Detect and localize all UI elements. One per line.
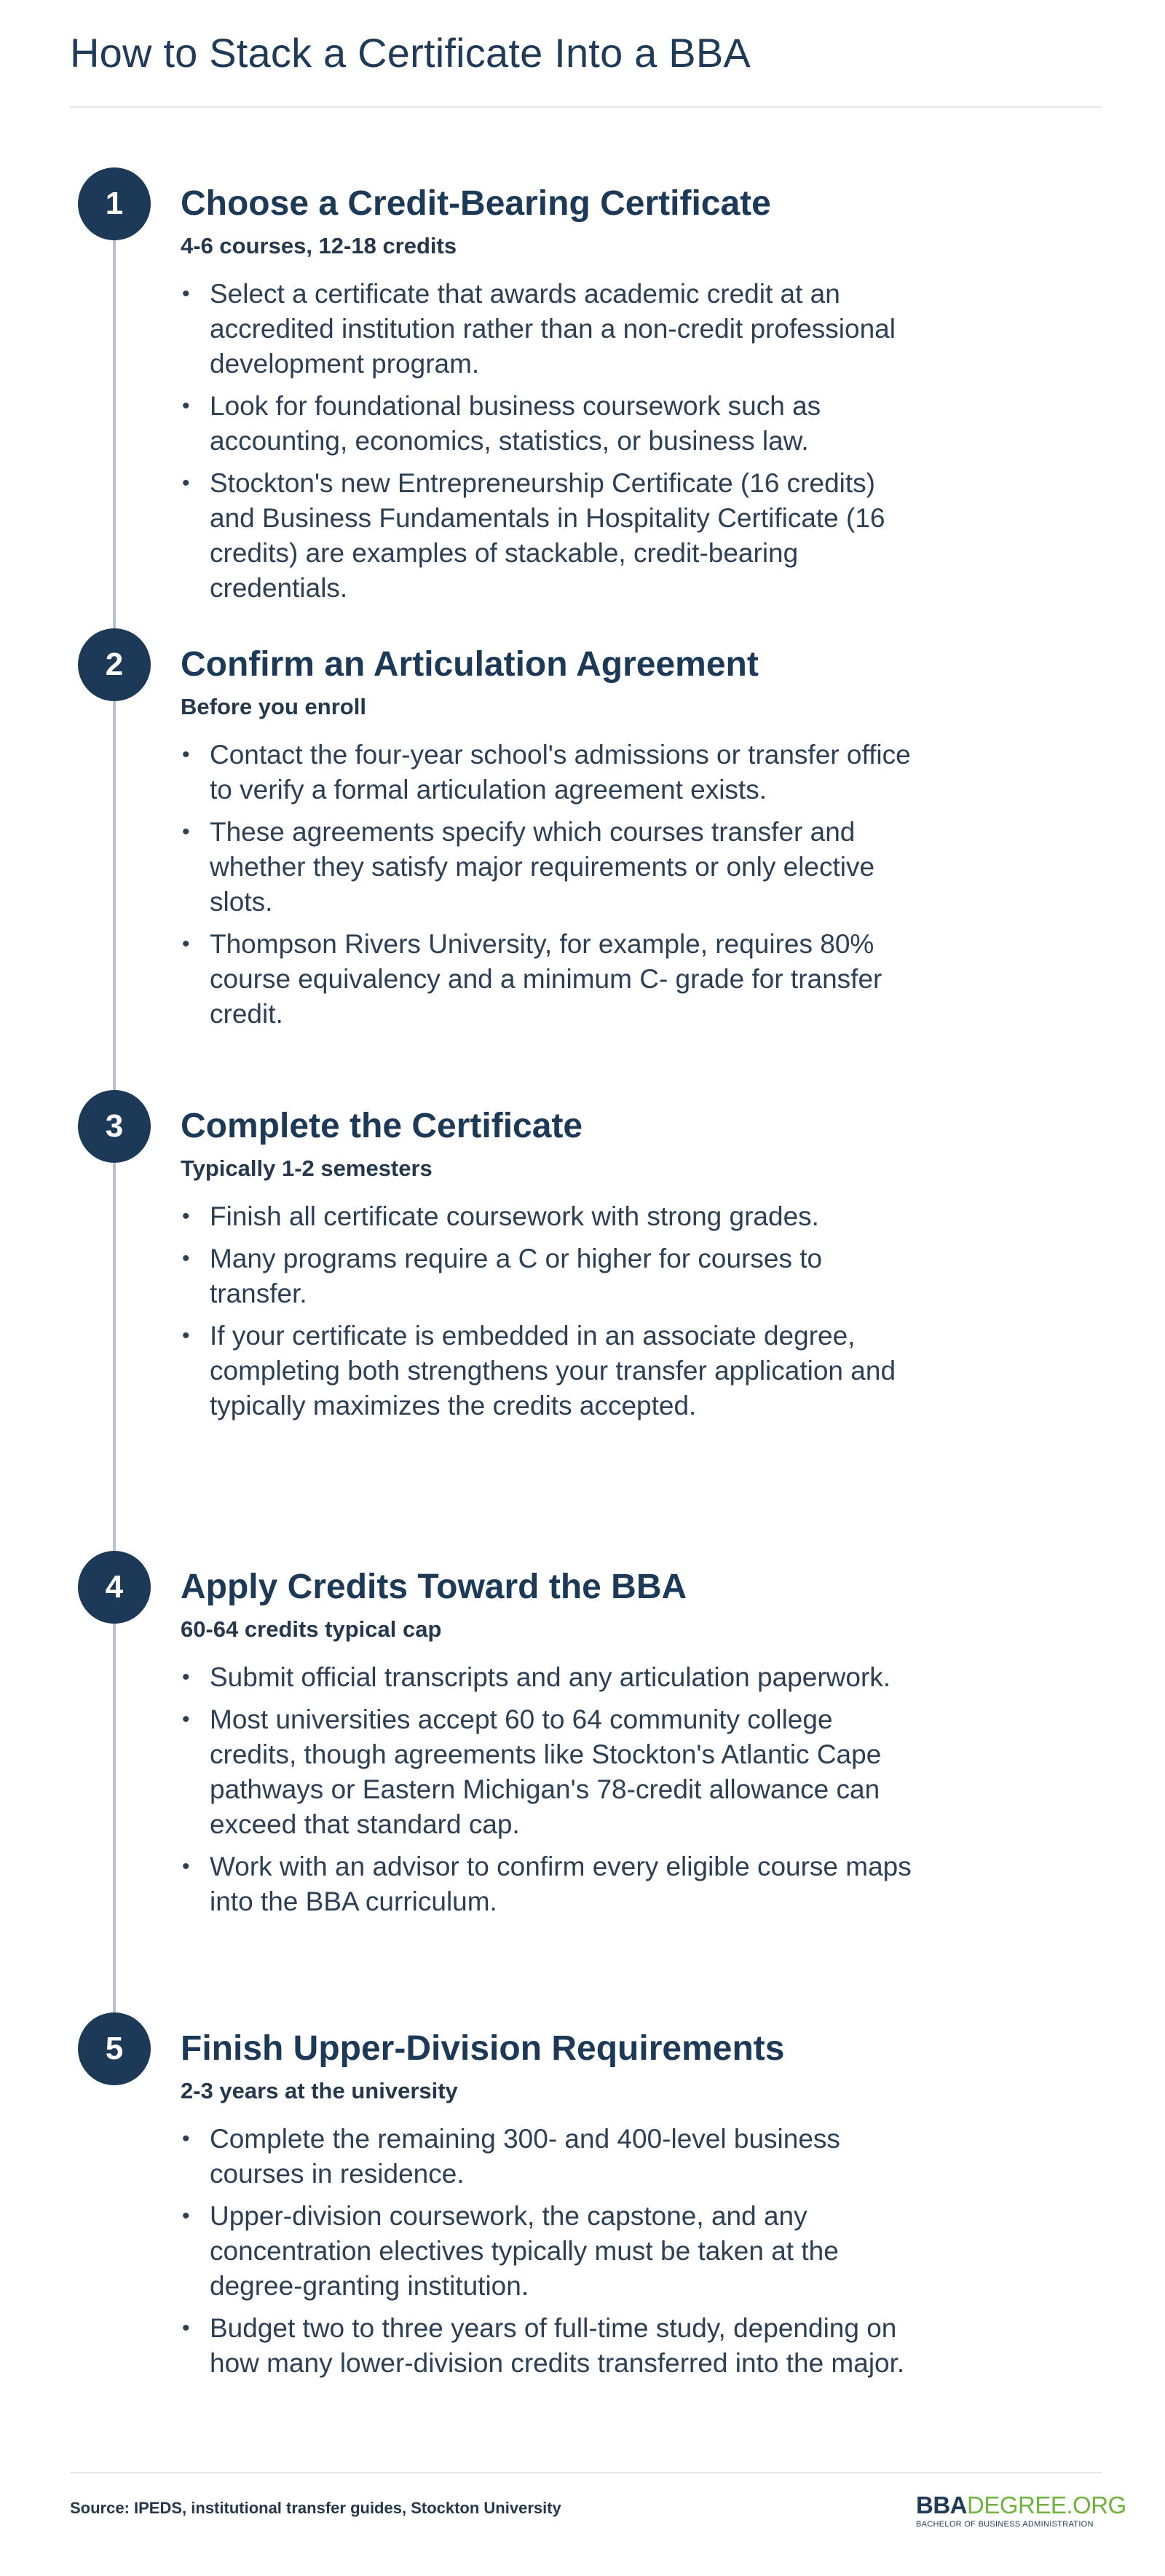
step-subtitle: 2-3 years at the university <box>181 2078 458 2103</box>
step-title: Apply Credits Toward the BBA <box>181 1568 687 1606</box>
step-bullet: • If your certificate is embedded in an associate degree, completing both strengthens your transfer application and typically maximizes the credits accepted. <box>181 1319 923 1423</box>
step-bullet-list <box>181 1660 923 1927</box>
step-bullet: • Many programs require a C or higher for courses to transfer. <box>181 1241 923 1311</box>
step-title: Choose a Credit-Bearing Certificate <box>181 184 771 223</box>
step-bullet: • Thompson Rivers University, for example, requires 80% course equivalency and a minimum C- grade for transfer credit. <box>181 927 923 1032</box>
step-bullet-list <box>181 277 923 613</box>
step-bullet: • Contact the four-year school's admissions or transfer office to verify a formal articulation agreement exists. <box>181 738 923 807</box>
step-subtitle: 60-64 credits typical cap <box>181 1616 442 1642</box>
step-bullet: • Upper-division coursework, the capstone, and any concentration electives typically must be taken at the degree-granting institution. <box>181 2199 923 2304</box>
step-bullet: • Look for foundational business coursework such as accounting, economics, statistics, or business law. <box>181 389 923 459</box>
step-bullet: • Work with an advisor to confirm every eligible course maps into the BBA curriculum. <box>181 1849 923 1919</box>
step-bullet: • Most universities accept 60 to 64 community college credits, though agreements like Stockton's Atlantic Cape pathways or Eastern Michigan's 78-credit allowance can exceed that standard cap. <box>181 1702 923 1842</box>
step-bullet: • Submit official transcripts and any articulation paperwork. <box>181 1660 923 1695</box>
logo-bba-text: BBA <box>916 2492 967 2518</box>
step-title: Finish Upper-Division Requirements <box>181 2029 785 2068</box>
page-title: How to Stack a Certificate Into a BBA <box>70 30 751 76</box>
step-subtitle: Before you enroll <box>181 694 366 719</box>
step-bullet: • Stockton's new Entrepreneurship Certificate (16 credits) and Business Fundamentals in Hospitality Certificate (16 credits) are examples of stackable, credit-bearing credentials. <box>181 466 923 606</box>
step-subtitle: Typically 1-2 semesters <box>181 1155 433 1181</box>
step-subtitle: 4-6 courses, 12-18 credits <box>181 233 457 258</box>
step-number-badge: 1 <box>78 167 151 240</box>
logo-tagline: BACHELOR OF BUSINESS ADMINISTRATION <box>916 2520 1094 2529</box>
step-bullet: • Budget two to three years of full-time study, depending on how many lower-division credits transferred into the major. <box>181 2311 923 2381</box>
step-number-badge: 2 <box>78 628 151 701</box>
footer-divider <box>70 2472 1102 2473</box>
step-bullet: • Finish all certificate coursework with strong grades. <box>181 1199 923 1234</box>
step-bullet-list <box>181 2122 923 2388</box>
step-bullet-list <box>181 1199 923 1431</box>
step-number-badge: 5 <box>78 2012 151 2085</box>
step-bullet: • Select a certificate that awards academic credit at an accredited institution rather than a non-credit professional development program. <box>181 277 923 382</box>
logo-wordmark <box>916 2492 1126 2518</box>
step-number-badge: 4 <box>78 1551 151 1624</box>
step-bullet: • Complete the remaining 300- and 400-level business courses in residence. <box>181 2122 923 2192</box>
step-number-badge: 3 <box>78 1090 151 1163</box>
title-divider <box>70 106 1102 108</box>
step-title: Confirm an Articulation Agreement <box>181 645 759 684</box>
logo-degree-text: DEGREE.ORG <box>967 2492 1126 2518</box>
step-bullet-list <box>181 738 923 1039</box>
step-bullet: • These agreements specify which courses transfer and whether they satisfy major requirements or only elective slots. <box>181 815 923 920</box>
step-title: Complete the Certificate <box>181 1107 583 1145</box>
source-citation: Source: IPEDS, institutional transfer guides, Stockton University <box>70 2499 561 2517</box>
bbadegree-logo[interactable] <box>916 2492 1126 2532</box>
